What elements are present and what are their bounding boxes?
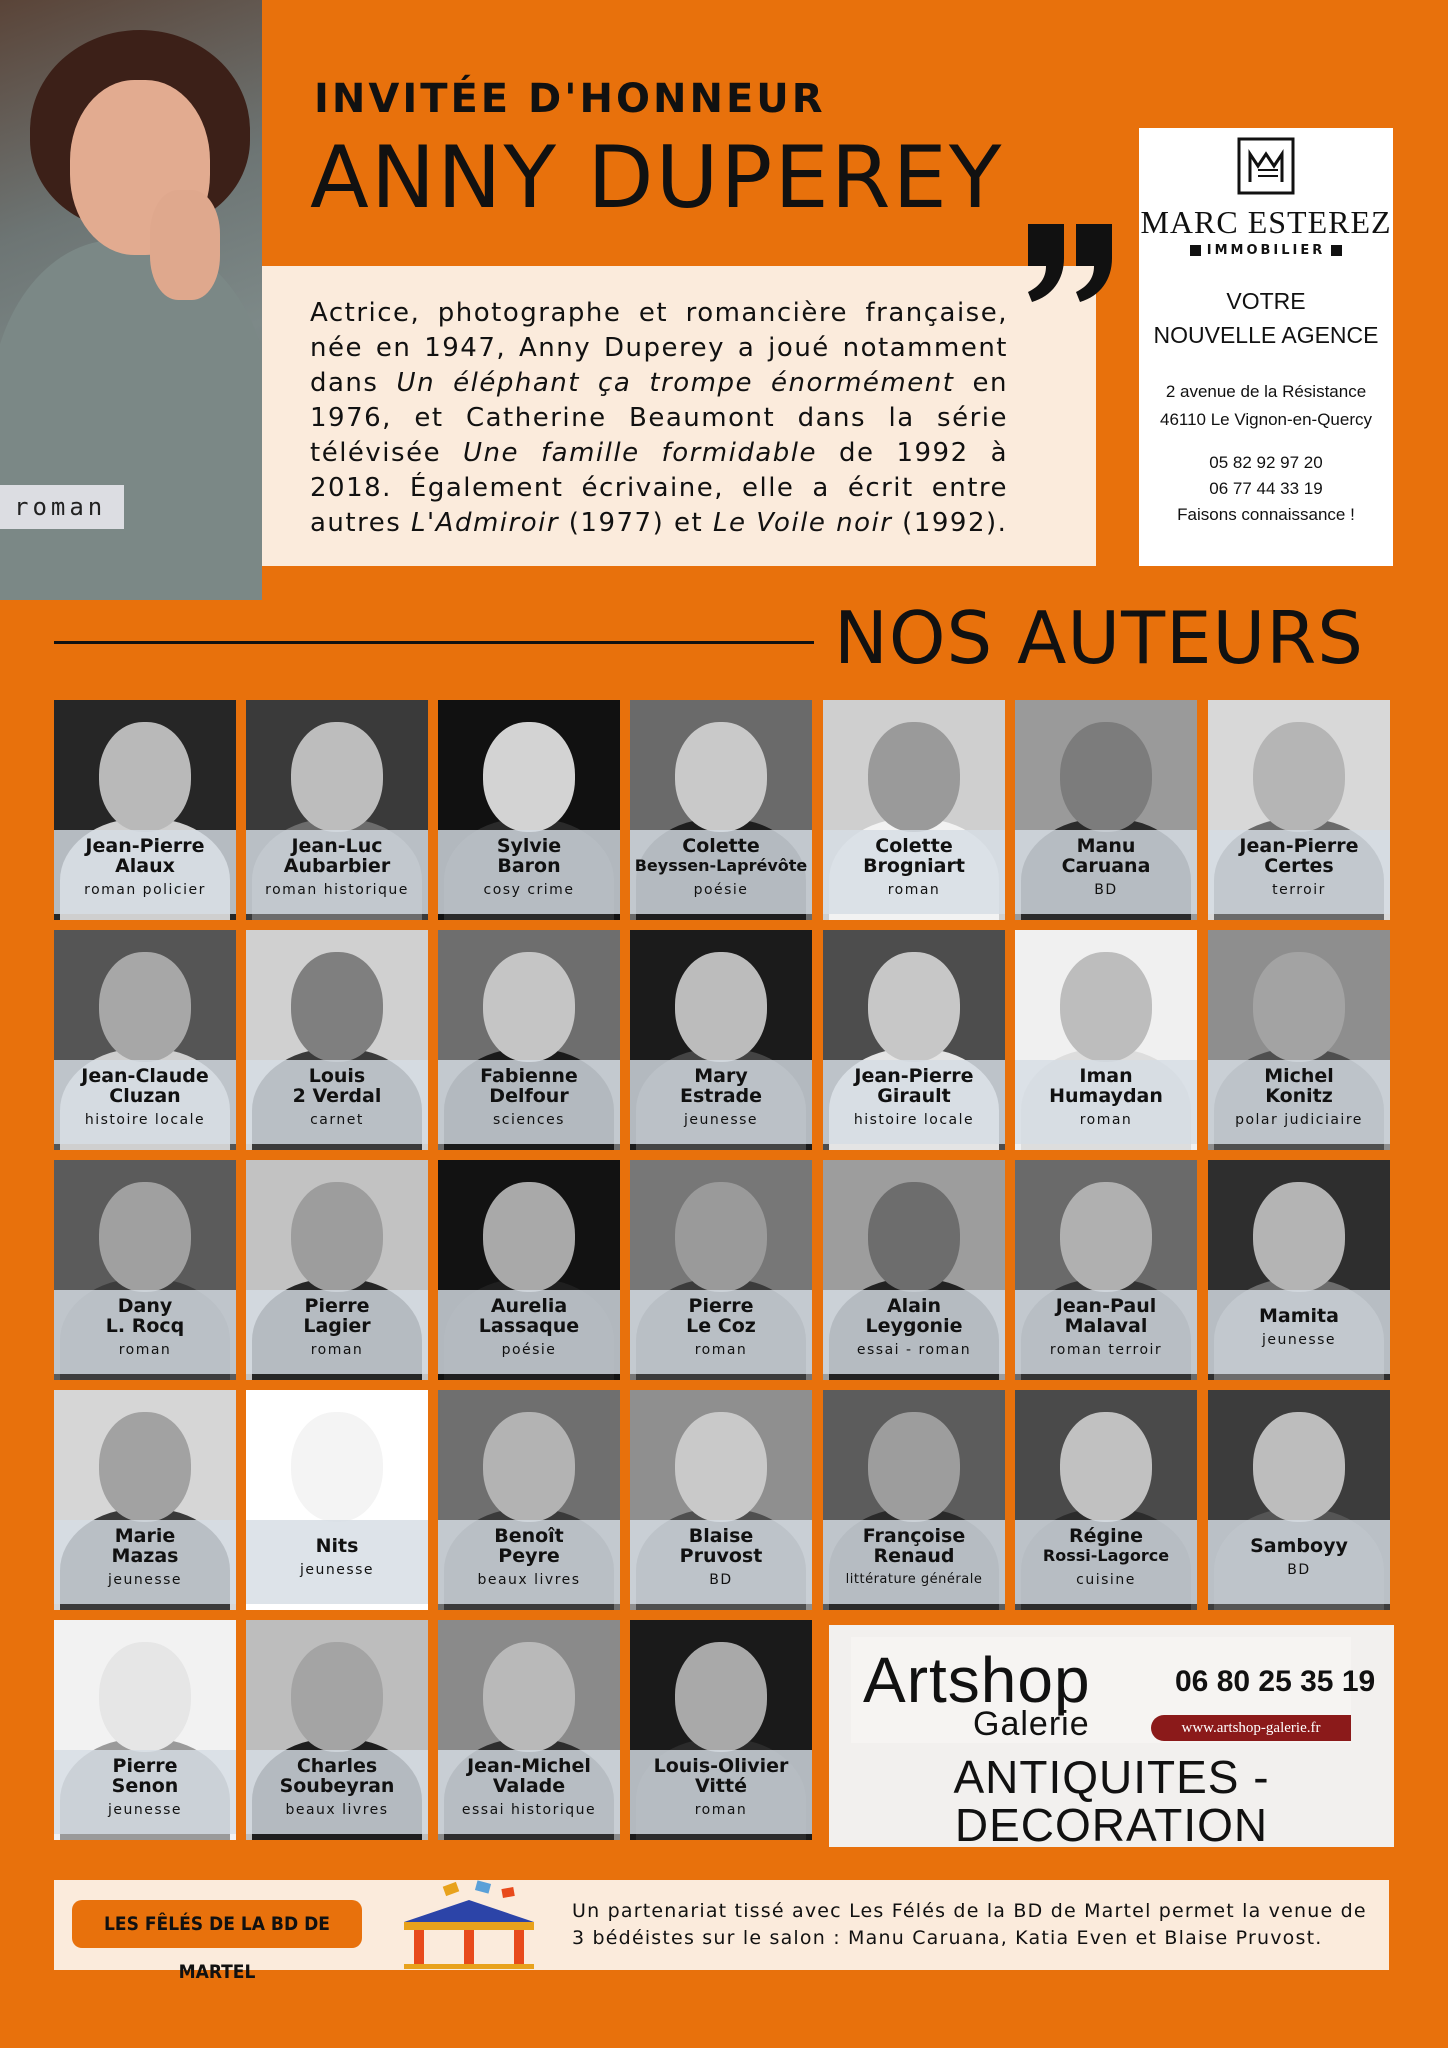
bio-segment: en 1976, et Catherine Beaumont dans la série télévisée [310, 368, 1008, 468]
author-label [1015, 1290, 1197, 1374]
author-genre: roman [1079, 1112, 1133, 1128]
author-photo-head [483, 1412, 575, 1522]
author-name-line1: Dany [117, 1295, 173, 1317]
author-label [823, 1520, 1005, 1604]
author-photo-head [99, 1642, 191, 1752]
real-estate-ad [1139, 128, 1393, 566]
author-name-line1: Jean-Paul [1055, 1295, 1157, 1317]
partner-text: Un partenariat tissé avec Les Félés de la BD de Martel permet la venue de 3 bédéistes sur le salon : Manu Caruana, Katia Even et Blaise Pruvost. [572, 1900, 1367, 1949]
author-photo-head [291, 1642, 383, 1752]
author-genre: jeunesse [107, 1802, 183, 1818]
author-card [630, 1160, 812, 1380]
author-card [1015, 1390, 1197, 1610]
author-card [438, 1160, 620, 1380]
author-card [246, 1160, 428, 1380]
portrait-hand [150, 190, 220, 300]
ad-tagline-1: VOTRE [1226, 288, 1306, 314]
author-name-line1: Jean-Michel [467, 1755, 591, 1777]
author-genre: littérature générale [845, 1572, 983, 1587]
author-label [54, 830, 236, 914]
author-name-line2: Konitz [1265, 1085, 1333, 1107]
author-label [246, 1520, 428, 1604]
section-title: NOS AUTEURS [834, 596, 1364, 680]
author-name-line2: Brogniart [863, 855, 965, 877]
author-label [54, 1520, 236, 1604]
author-name-line2: Rossi-Lagorce [1042, 1546, 1170, 1565]
author-genre: jeunesse [107, 1572, 183, 1588]
author-card [438, 700, 620, 920]
author-card [1015, 1160, 1197, 1380]
author-name-line1: Pierre [112, 1755, 178, 1777]
author-name-line1: Mary [694, 1065, 748, 1087]
author-photo-head [1253, 1182, 1345, 1292]
author-card [54, 1620, 236, 1840]
author-label [246, 1290, 428, 1374]
author-card [1208, 1390, 1390, 1610]
author-photo-head [868, 722, 960, 832]
author-genre: jeunesse [299, 1562, 375, 1578]
author-photo-head [99, 952, 191, 1062]
author-name-line1: Manu [1076, 835, 1136, 857]
author-label [823, 1060, 1005, 1144]
author-photo-head [483, 1642, 575, 1752]
author-card [630, 1390, 812, 1610]
author-card [246, 1620, 428, 1840]
ad-brand: MARC ESTEREZ [1140, 204, 1392, 240]
author-genre: roman terroir [1049, 1342, 1163, 1358]
ad-contact [1139, 450, 1393, 528]
author-name-line1: Colette [682, 835, 760, 857]
bio-segment: de 1992 à 2018. Également écrivaine, elle a écrit entre autres [310, 438, 1009, 538]
author-photo-head [675, 1642, 767, 1752]
author-genre: jeunesse [683, 1112, 759, 1128]
artshop-tagline-1: ANTIQUITES - [953, 1751, 1270, 1803]
author-label [1015, 1520, 1197, 1604]
author-name-line2: Vitté [695, 1775, 747, 1797]
author-photo-head [1253, 952, 1345, 1062]
author-label [1208, 1520, 1390, 1604]
author-label [630, 1750, 812, 1834]
author-label [54, 1290, 236, 1374]
author-photo-head [675, 1182, 767, 1292]
author-name-line2: 2 Verdal [292, 1085, 382, 1107]
ad-address-2: 46110 Le Vignon-en-Quercy [1159, 410, 1373, 429]
author-name-line1: Mamita [1259, 1305, 1339, 1327]
author-card [438, 1620, 620, 1840]
author-card [54, 1390, 236, 1610]
guest-name: ANNY DUPEREY [310, 128, 1004, 228]
author-card [823, 1390, 1005, 1610]
author-name-line2: Pruvost [679, 1545, 763, 1567]
author-genre: jeunesse [1261, 1332, 1337, 1348]
author-name-line1: Nits [315, 1535, 359, 1557]
author-label [438, 1520, 620, 1604]
author-label [1208, 1060, 1390, 1144]
author-card [1015, 930, 1197, 1150]
author-genre: BD [1287, 1562, 1311, 1578]
author-photo-head [1060, 1182, 1152, 1292]
author-genre: sciences [493, 1112, 565, 1128]
pavilion-icon [384, 1880, 554, 1970]
portrait-body [0, 240, 262, 600]
author-name-line1: Charles [296, 1755, 378, 1777]
author-label [438, 1290, 620, 1374]
ad-tagline-2: NOUVELLE AGENCE [1153, 322, 1379, 348]
author-label [630, 830, 812, 914]
author-genre: roman [694, 1342, 748, 1358]
author-genre: poésie [693, 882, 749, 898]
author-photo-head [868, 952, 960, 1062]
author-name-line2: Valade [492, 1775, 566, 1797]
author-label [438, 1750, 620, 1834]
author-genre: beaux livres [477, 1572, 581, 1588]
author-name-line2: Lagier [303, 1315, 371, 1337]
ad-address [1139, 378, 1393, 434]
partner-logo: LES FÊLÉS DE LA BD DE MARTEL [72, 1900, 362, 1948]
author-photo-head [483, 1182, 575, 1292]
author-card [630, 930, 812, 1150]
author-label [54, 1060, 236, 1144]
author-name-line1: Benoît [494, 1525, 564, 1547]
author-genre: terroir [1272, 882, 1326, 898]
author-name-line2: Delfour [489, 1085, 569, 1107]
author-genre: polar judiciaire [1235, 1112, 1363, 1128]
author-photo-head [1253, 722, 1345, 832]
author-photo-head [99, 1182, 191, 1292]
author-name-line2: Lassaque [478, 1315, 580, 1337]
author-name-line1: Aurelia [490, 1295, 568, 1317]
author-card [246, 930, 428, 1150]
author-name-line1: Jean-Luc [291, 835, 383, 857]
author-card [438, 1390, 620, 1610]
author-photo-head [675, 722, 767, 832]
author-name-line1: Pierre [688, 1295, 754, 1317]
author-genre: essai - roman [856, 1342, 972, 1358]
author-genre: roman historique [265, 882, 409, 898]
author-genre: BD [1094, 882, 1118, 898]
author-name-line1: Fabienne [480, 1065, 578, 1087]
ad-address-1: 2 avenue de la Résistance [1165, 382, 1367, 401]
square-icon [1190, 245, 1201, 256]
author-name-line1: Pierre [304, 1295, 370, 1317]
author-genre: roman [118, 1342, 172, 1358]
author-name-line2: Soubeyran [279, 1775, 395, 1797]
author-name-line1: Louis-Olivier [653, 1755, 789, 1777]
author-label [246, 830, 428, 914]
ad-tagline [1139, 284, 1393, 352]
author-label [438, 830, 620, 914]
author-name-line2: Mazas [111, 1545, 179, 1567]
author-card [54, 1160, 236, 1380]
marc-esterez-logo-icon [1236, 136, 1296, 196]
author-card [1208, 1160, 1390, 1380]
author-name-line2: Cluzan [109, 1085, 181, 1107]
author-name-line2: Aubarbier [283, 855, 391, 877]
author-photo-head [291, 952, 383, 1062]
author-genre: cuisine [1076, 1572, 1136, 1588]
author-name-line1: Jean-Pierre [85, 835, 205, 857]
guest-genre-tag: roman [0, 485, 124, 529]
author-label [630, 1520, 812, 1604]
guest-bio-panel [262, 266, 1096, 566]
author-photo-head [291, 1182, 383, 1292]
author-photo-head [675, 1412, 767, 1522]
author-card [246, 1390, 428, 1610]
author-name-line2: Baron [497, 855, 561, 877]
author-label [54, 1750, 236, 1834]
section-divider [54, 641, 814, 644]
author-name-line1: Iman [1079, 1065, 1133, 1087]
square-icon [1331, 245, 1342, 256]
author-label [438, 1060, 620, 1144]
ad-cta: Faisons connaissance ! [1177, 505, 1355, 524]
author-name-line2: Certes [1264, 855, 1334, 877]
bio-segment: (1992). [892, 508, 1008, 538]
author-card [630, 1620, 812, 1840]
author-card [823, 1160, 1005, 1380]
author-name-line1: Samboyy [1250, 1535, 1348, 1557]
author-name-line2: Beyssen-Laprévôte [634, 856, 808, 875]
author-card [823, 700, 1005, 920]
author-name-line1: Louis [308, 1065, 366, 1087]
author-name-line1: Jean-Claude [81, 1065, 209, 1087]
author-name-line2: Peyre [498, 1545, 560, 1567]
author-genre: roman [694, 1802, 748, 1818]
bio-segment: (1977) et [559, 508, 713, 538]
author-genre: carnet [310, 1112, 364, 1128]
guest-heading: INVITÉE D'HONNEUR [314, 76, 826, 122]
ad-phone-1: 05 82 92 97 20 [1209, 453, 1323, 472]
author-photo-head [868, 1412, 960, 1522]
artshop-brand-sub: Galerie [973, 1705, 1090, 1743]
author-genre: cosy crime [483, 882, 575, 898]
author-name-line1: Colette [875, 835, 953, 857]
author-genre: essai historique [461, 1802, 597, 1818]
author-name-line1: Jean-Pierre [1239, 835, 1359, 857]
author-card [1208, 930, 1390, 1150]
author-label [1015, 1060, 1197, 1144]
author-name-line2: Estrade [679, 1085, 763, 1107]
author-name-line2: Alaux [115, 855, 175, 877]
author-photo-head [291, 1412, 383, 1522]
guest-bio [310, 296, 1008, 541]
author-name-line1: Régine [1068, 1525, 1144, 1547]
guest-portrait [0, 0, 262, 600]
artshop-phone: 06 80 25 35 19 [1175, 1665, 1376, 1698]
artshop-brand-name: Artshop [863, 1644, 1091, 1716]
bio-segment: Une famille formidable [463, 438, 818, 468]
author-label [246, 1750, 428, 1834]
author-name-line2: Malaval [1064, 1315, 1148, 1337]
ad-phone-2: 06 77 44 33 19 [1209, 479, 1323, 498]
author-card [823, 930, 1005, 1150]
author-card [1208, 700, 1390, 920]
author-card [54, 930, 236, 1150]
author-photo-head [291, 722, 383, 832]
author-card [54, 700, 236, 920]
author-name-line2: Renaud [873, 1545, 955, 1567]
author-label [823, 830, 1005, 914]
author-card [246, 700, 428, 920]
bio-segment: L'Admiroir [411, 508, 560, 538]
author-photo-head [1060, 1412, 1152, 1522]
author-name-line2: Leygonie [865, 1315, 963, 1337]
partner-banner [54, 1880, 1389, 1983]
author-card [1015, 700, 1197, 920]
quote-mark-icon [1020, 214, 1120, 314]
author-name-line2: Le Coz [686, 1315, 756, 1337]
author-name-line1: Michel [1264, 1065, 1334, 1087]
author-name-line2: Girault [877, 1085, 951, 1107]
author-photo-head [483, 722, 575, 832]
author-photo-head [675, 952, 767, 1062]
author-photo-head [1060, 952, 1152, 1062]
author-genre: BD [709, 1572, 733, 1588]
author-name-line1: Alain [886, 1295, 942, 1317]
author-card [438, 930, 620, 1150]
author-photo-head [1253, 1412, 1345, 1522]
author-photo-head [483, 952, 575, 1062]
author-label [246, 1060, 428, 1144]
author-name-line2: Senon [111, 1775, 179, 1797]
artshop-tagline-2: DECORATION [954, 1799, 1269, 1851]
bio-segment: Le Voile noir [712, 508, 893, 538]
author-genre: beaux livres [285, 1802, 389, 1818]
author-name-line2: L. Rocq [105, 1315, 185, 1337]
author-name-line1: Marie [114, 1525, 176, 1547]
author-genre: histoire locale [84, 1112, 206, 1128]
artshop-url: www.artshop-galerie.fr [1151, 1715, 1351, 1741]
author-label [1208, 830, 1390, 914]
artshop-tagline [829, 1753, 1394, 1849]
author-photo-head [1060, 722, 1152, 832]
author-label [823, 1290, 1005, 1374]
ad-sub [1139, 243, 1393, 258]
author-card [630, 700, 812, 920]
ad-sub-label: IMMOBILIER [1206, 243, 1326, 258]
author-name-line1: Blaise [688, 1525, 754, 1547]
author-name-line2: Humaydan [1049, 1085, 1163, 1107]
author-label [630, 1290, 812, 1374]
author-genre: histoire locale [853, 1112, 975, 1128]
artshop-ad [829, 1625, 1394, 1851]
author-label [1015, 830, 1197, 914]
author-label [630, 1060, 812, 1144]
author-label [1208, 1290, 1390, 1374]
author-genre: roman [887, 882, 941, 898]
author-name-line1: Jean-Pierre [854, 1065, 974, 1087]
artshop-brand [863, 1643, 1091, 1743]
author-genre: roman [310, 1342, 364, 1358]
author-genre: poésie [501, 1342, 557, 1358]
author-photo-head [99, 722, 191, 832]
author-photo-head [868, 1182, 960, 1292]
author-name-line1: Sylvie [496, 835, 562, 857]
bio-segment: Un éléphant ça trompe énormément [396, 368, 955, 398]
author-name-line1: Françoise [862, 1525, 966, 1547]
author-genre: roman policier [84, 882, 206, 898]
author-name-line2: Caruana [1061, 855, 1151, 877]
bio-segment: Actrice, photographe et romancière française, née en 1947, Anny Duperey a joué notamment dans [310, 298, 1008, 398]
author-photo-head [99, 1412, 191, 1522]
